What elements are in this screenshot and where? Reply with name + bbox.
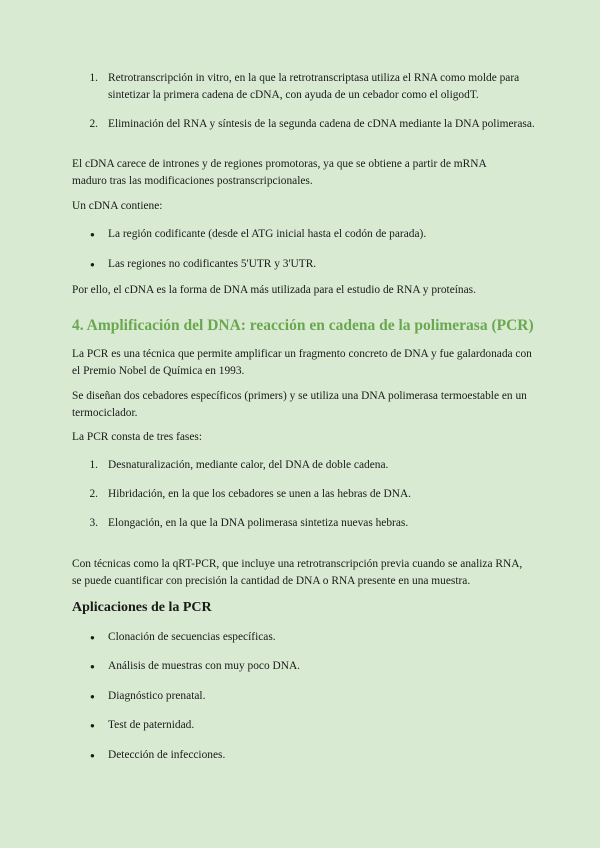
bullet-icon: ●: [90, 230, 95, 239]
list-item: Hibridación, en la que los cebadores se unen a las hebras de DNA.: [108, 488, 412, 500]
bullet-icon: ●: [90, 751, 95, 760]
list-item: Análisis de muestras con muy poco DNA.: [108, 660, 301, 672]
bullet-icon: ●: [90, 692, 95, 701]
list-item: Clonación de secuencias específicas.: [108, 631, 276, 643]
paragraph-fases: La PCR consta de tres fases:: [72, 431, 203, 443]
list-item: Detección de infecciones.: [108, 749, 226, 761]
list-number: 1.: [89, 459, 98, 471]
list-number: 2.: [89, 118, 98, 130]
paragraph-pcr-intro: La PCR es una técnica que permite amplificar un fragmento concreto de DNA y fue galardonada con el Premio Nobel de Química en 1993.: [72, 348, 532, 377]
list-number: 1.: [89, 72, 98, 84]
bullet-icon: ●: [90, 260, 95, 269]
list-number: 2.: [89, 488, 98, 500]
paragraph-uso: Por ello, el cDNA es la forma de DNA más utilizada para el estudio de RNA y proteínas.: [72, 284, 476, 296]
paragraph-pcr-cebadores: Se diseñan dos cebadores específicos (primers) y se utiliza una DNA polimerasa termoestable en un termociclador.: [72, 390, 527, 419]
list-item: Desnaturalización, mediante calor, del DNA de doble cadena.: [108, 459, 389, 471]
bullet-icon: ●: [90, 662, 95, 671]
list-item: Las regiones no codificantes 5'UTR y 3'UTR.: [108, 258, 317, 270]
paragraph-cdna: El cDNA carece de intrones y de regiones promotoras, ya que se obtiene a partir de mRNA maduro tras las modificaciones postranscripcionales.: [72, 158, 487, 187]
list-item: Diagnóstico prenatal.: [108, 690, 206, 702]
list-item: Retrotranscripción in vitro, en la que la retrotranscriptasa utiliza el RNA como molde para sintetizar la primera cadena de cDNA, con ayuda de un cebador como el oligodT.: [108, 72, 520, 101]
list-item: La región codificante (desde el ATG inicial hasta el codón de parada).: [108, 228, 427, 240]
paragraph-contiene: Un cDNA contiene:: [72, 200, 163, 212]
list-item: Elongación, en la que la DNA polimerasa sintetiza nuevas hebras.: [108, 517, 409, 529]
bullet-icon: ●: [90, 633, 95, 642]
list-item: Test de paternidad.: [108, 719, 195, 731]
paragraph-qrt-pcr: Con técnicas como la qRT-PCR, que incluye una retrotranscripción previa cuando se analiza RNA, se puede cuantificar con precisión la cantidad de DNA o RNA presente en una muestra.: [72, 558, 523, 587]
section-heading-aplicaciones: Aplicaciones de la PCR: [72, 600, 212, 615]
list-number: 3.: [89, 517, 98, 529]
bullet-icon: ●: [90, 721, 95, 730]
list-item: Eliminación del RNA y síntesis de la segunda cadena de cDNA mediante la DNA polimerasa.: [108, 118, 535, 130]
section-heading-pcr: 4. Amplificación del DNA: reacción en cadena de la polimerasa (PCR): [72, 317, 534, 334]
